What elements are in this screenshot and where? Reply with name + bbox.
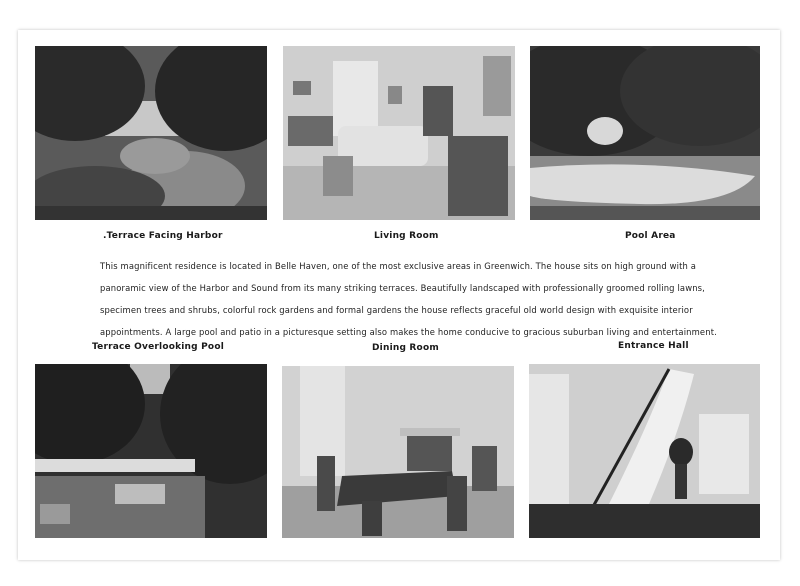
photo-living-room [283,46,515,220]
caption-terrace-facing-harbor: .Terrace Facing Harbor [103,231,223,241]
description-line: specimen trees and shrubs, colorful rock gardens and formal gardens the house reflects graceful old world design with exquisite interior [100,305,693,315]
caption-dining-room: Dining Room [372,343,439,353]
caption-entrance-hall: Entrance Hall [618,341,689,351]
description-line: appointments. A large pool and patio in a picturesque setting also makes the home conducive to gracious suburban living and entertainment. [100,327,717,337]
caption-living-room: Living Room [374,231,439,241]
caption-terrace-overlooking-pool: Terrace Overlooking Pool [92,342,224,352]
property-description [100,255,717,343]
caption-pool-area: Pool Area [625,231,676,241]
description-line: This magnificent residence is located in Belle Haven, one of the most exclusive areas in Greenwich. The house sits on high ground with a [100,261,697,271]
description-line: panoramic view of the Harbor and Sound from its many striking terraces. Beautifully landscaped with professionally groomed rolling lawns, [100,283,705,293]
photo-pool-area [530,46,760,220]
photo-dining-room [282,366,514,538]
photo-entrance-hall [529,364,760,538]
photo-terrace-facing-harbor [35,46,267,220]
photo-terrace-overlooking-pool [35,364,267,538]
